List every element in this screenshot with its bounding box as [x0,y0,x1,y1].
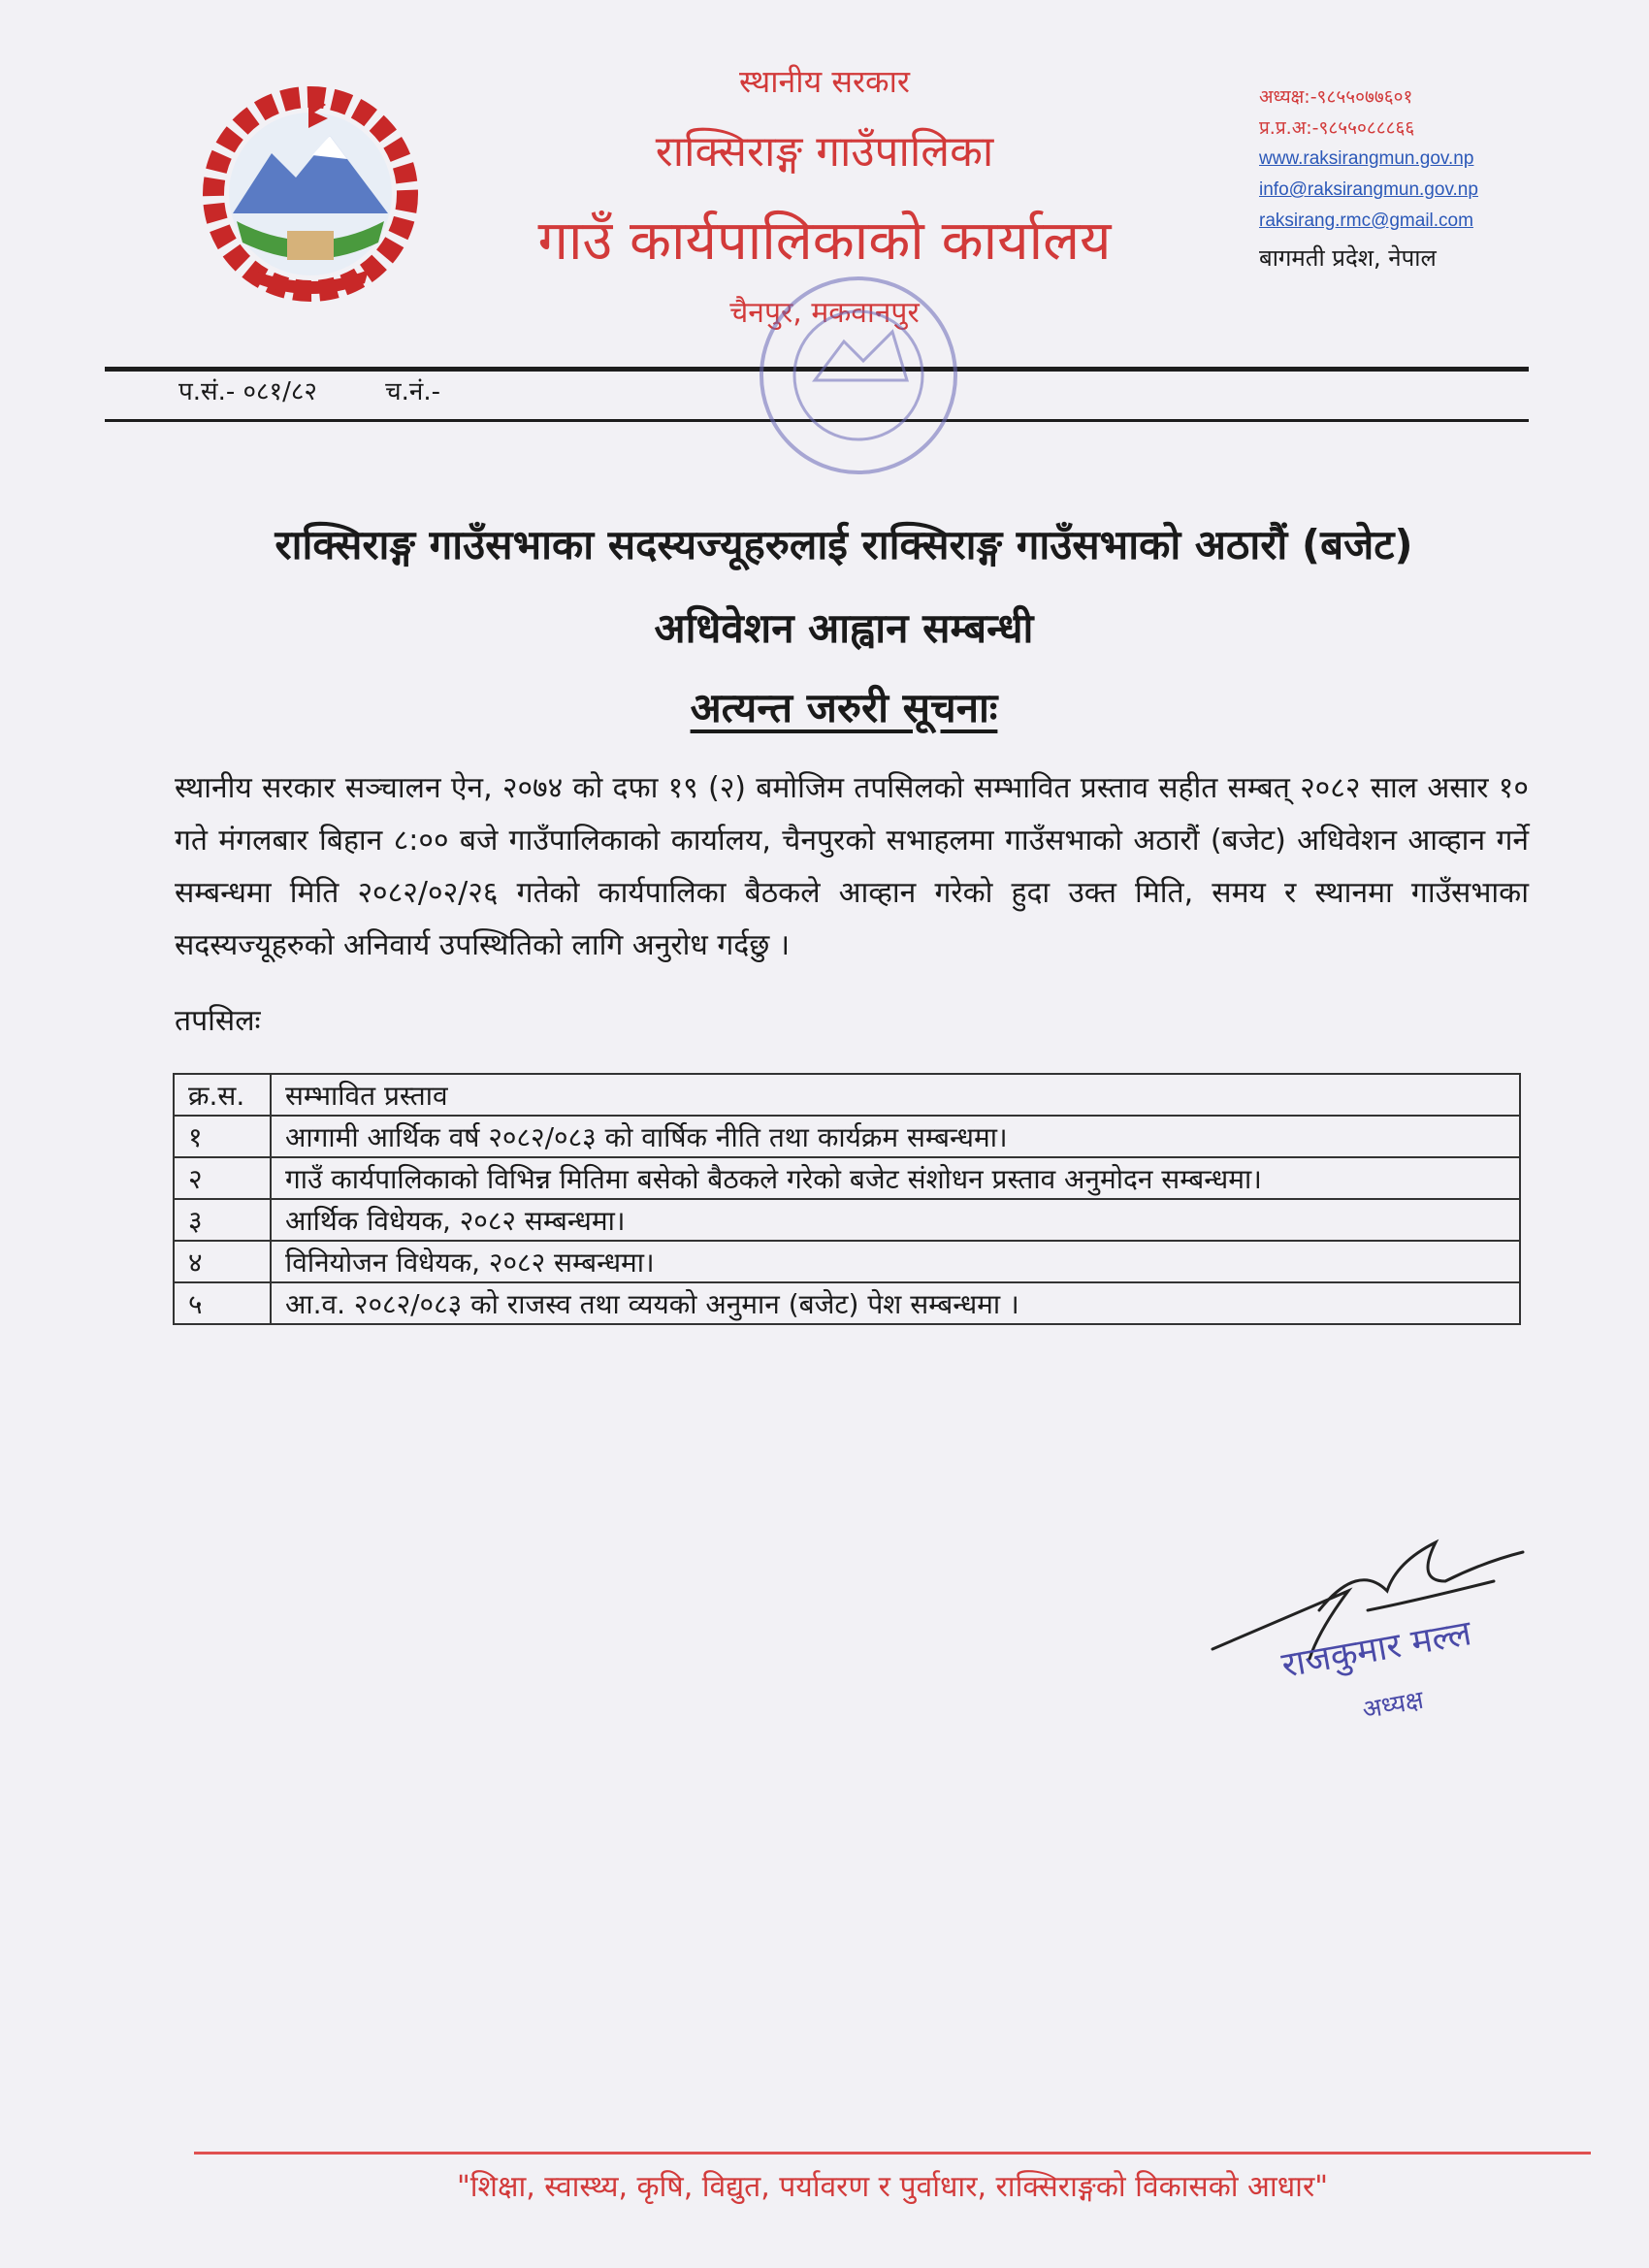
contact-block [1259,81,1628,274]
agenda-table [173,1073,1521,1325]
row-proposal: विनियोजन विधेयक, २०८२ सम्बन्धमा। [271,1241,1520,1282]
row-proposal: आर्थिक विधेयक, २०८२ सम्बन्धमा। [271,1199,1520,1241]
nepal-emblem-logo [194,85,427,307]
chair-phone: अध्यक्ष:-९८५५०७७६०१ [1259,86,1413,108]
row-serial: ३ [174,1199,271,1241]
signatory-name: राजकुमार मल्ल [1278,1613,1475,1686]
table-row [174,1199,1520,1241]
table-row [174,1116,1520,1157]
table-row [174,1241,1520,1282]
row-serial: ४ [174,1241,271,1282]
reference-number: प.सं.- ०८१/८२ [178,377,317,406]
email-link-gmail[interactable]: raksirang.rmc@gmail.com [1259,211,1473,231]
office-seal-stamp [747,264,970,487]
reference-line [178,373,501,407]
office-location: चैनपुर, मकवानपुर [729,296,920,330]
column-header-serial: क्र.स. [174,1074,271,1116]
footer-rule [194,2152,1591,2155]
table-row [174,1157,1520,1199]
notice-title-line2: अधिवेशन आह्वान सम्बन्धी [654,604,1034,652]
municipality-name: राक्सिराङ्ग गाउँपालिका [655,127,994,177]
row-serial: १ [174,1116,271,1157]
notice-title-line1: राक्सिराङ्ग गाउँसभाका सदस्यज्यूहरुलाई राक्सिराङ्ग गाउँसभाको अठारौं (बजेट) [275,521,1413,568]
table-row [174,1282,1520,1324]
row-proposal: गाउँ कार्यपालिकाको विभिन्न मितिमा बसेको बैठकले गरेको बजेट संशोधन प्रस्ताव अनुमोदन सम्बन्धमा। [271,1157,1520,1199]
cao-phone: प्र.प्र.अ:-९८५५०८८८६६ [1259,117,1415,139]
row-serial: ५ [174,1282,271,1324]
row-serial: २ [174,1157,271,1199]
table-header-row [174,1074,1520,1116]
office-name: गाउँ कार्यपालिकाको कार्यालय [537,210,1112,273]
email-link-info[interactable]: info@raksirangmun.gov.np [1259,179,1478,200]
row-proposal: आगामी आर्थिक वर्ष २०८२/०८३ को वार्षिक नीति तथा कार्यक्रम सम्बन्धमा। [271,1116,1520,1157]
dispatch-number: च.नं.- [385,377,441,406]
details-label: तपसिलः [175,1004,261,1038]
signatory-title: अध्यक्ष [1360,1685,1426,1726]
column-header-proposal: सम्भावित प्रस्ताव [271,1074,1520,1116]
notice-paragraph: स्थानीय सरकार सञ्चालन ऐन, २०७४ को दफा १९ (२) बमोजिम तपसिलको सम्भावित प्रस्ताव सहीत सम्बत् २०८२ साल असार १० गते मंगलबार बिहान ८:०० बजे गाउँपालिकाको कार्यालय, चैनपुरको सभाहलमा गाउँसभाको अठारौं (बजेट) अधिवेशन आव्हान गर्ने सम्बन्धमा मिति २०८२/०२/२६ गतेको कार्यपालिका बैठकले आव्हान गरेको हुदा उक्त मिति, समय र स्थानमा गाउँसभाका सदस्यज्यूहरुको अनिवार्य उपस्थितिको लागि अनुरोध गर्दछु । [175,771,1529,962]
notice-heading [155,679,1533,734]
footer-motto: "शिक्षा, स्वास्थ्य, कृषि, विद्युत, पर्यावरण र पुर्वाधार, राक्सिराङ्गको विकासको आधार" [456,2170,1329,2204]
province-address: बागमती प्रदेश, नेपाल [1259,244,1437,272]
org-subtitle: स्थानीय सरकार [739,63,910,100]
urgent-notice-label: अत्यन्त जरुरी सूचनाः [690,684,998,731]
website-link[interactable]: www.raksirangmun.gov.np [1259,148,1474,169]
row-proposal: आ.व. २०८२/०८३ को राजस्व तथा व्ययको अनुमान (बजेट) पेश सम्बन्धमा । [271,1282,1520,1324]
